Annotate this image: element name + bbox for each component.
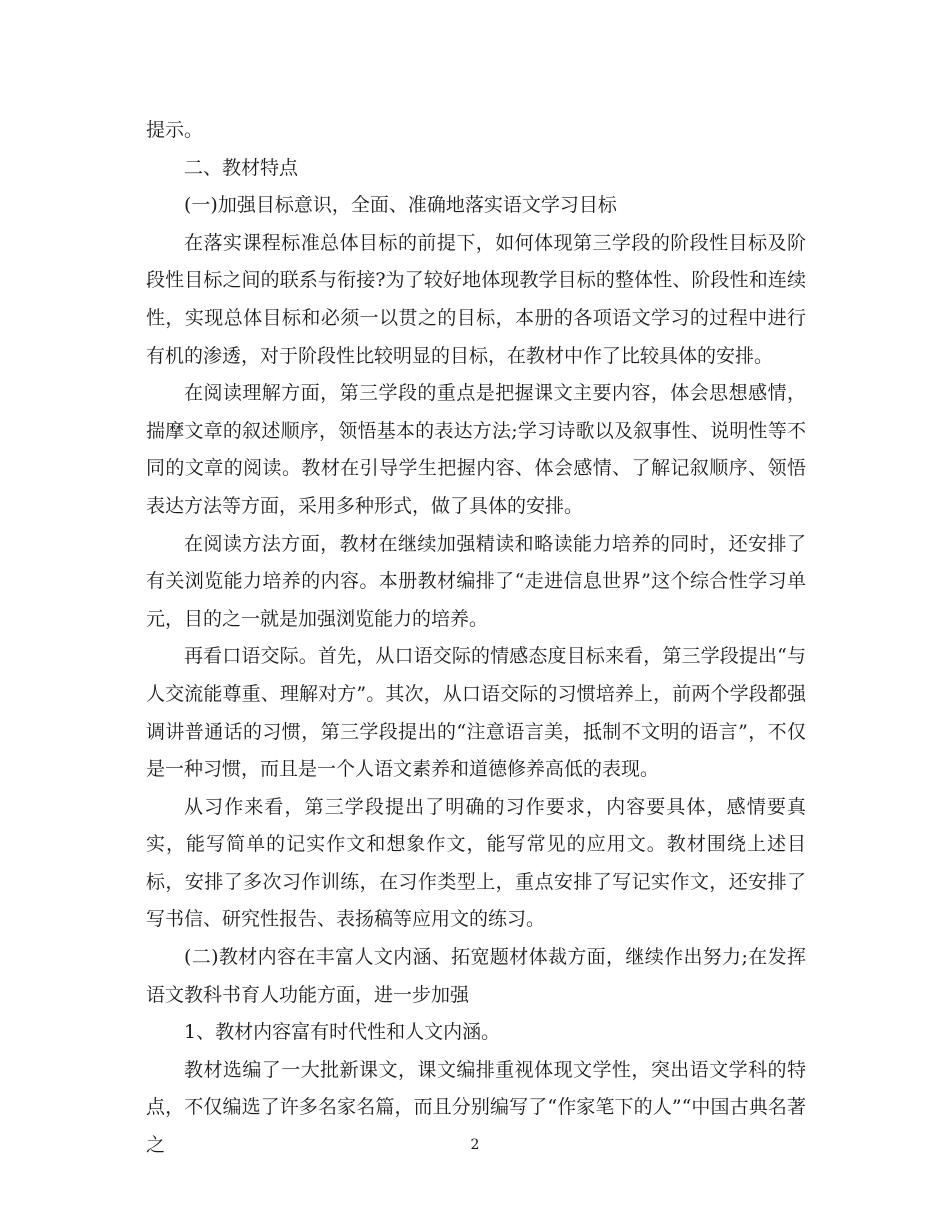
paragraph: 教材选编了一大批新课文，课文编排重视体现文学性，突出语文学科的特点，不仅编选了许多名家名篇，而且分别编写了“作家笔下的人”“中国古典名著之 [146, 1058, 806, 1157]
paragraph: 在阅读方法方面，教材在继续加强精读和略读能力培养的同时，还安排了有关浏览能力培养的内容。本册教材编排了“走进信息世界”这个综合性学习单元，目的之一就是加强浏览能力的培养。 [146, 532, 806, 630]
page-number: 2 [470, 1137, 480, 1153]
body-text [146, 112, 806, 1165]
subsection-heading: (二)教材内容在丰富人文内涵、拓宽题材体裁方面，继续作出努力;在发挥语文教科书育人功能方面，进一步加强 [146, 946, 806, 1006]
numbered-item: 1、教材内容富有时代性和人文内涵。 [184, 1021, 501, 1044]
paragraph: 在阅读理解方面，第三学段的重点是把握课文主要内容，体会思想感情，揣摩文章的叙述顺序，领悟基本的表达方法;学习诗歌以及叙事性、说明性等不同的文章的阅读。教材在引导学生把握内容、体会感情、了解记叙顺序、领悟表达方法等方面，采用多种形式，做了具体的安排。 [146, 382, 806, 517]
paragraph: 提示。 [146, 119, 204, 141]
paragraph: 再看口语交际。首先，从口语交际的情感态度目标来看，第三学段提出“与人交流能尊重、理解对方”。其次，从口语交际的习惯培养上，前两个学段都强调讲普通话的习惯，第三学段提出的“注意语言美，抵制不文明的语言”，不仅是一种习惯，而且是一个人语文素养和道德修养高低的表现。 [146, 645, 806, 781]
paragraph: 在落实课程标准总体目标的前提下，如何体现第三学段的阶段性目标及阶段性目标之间的联系与衔接?为了较好地体现教学目标的整体性、阶段性和连续性，实现总体目标和必须一以贯之的目标，本册的各项语文学习的过程中进行有机的渗透，对于阶段性比较明显的目标，在教材中作了比较具体的安排。 [146, 231, 806, 367]
section-heading: 二、教材特点 [184, 156, 299, 179]
subsection-heading: (一)加强目标意识，全面、准确地落实语文学习目标 [184, 194, 617, 217]
paragraph: 从习作来看，第三学段提出了明确的习作要求，内容要具体，感情要真实，能写简单的记实作文和想象作文，能写常见的应用文。教材围绕上述目标，安排了多次习作训练，在习作类型上，重点安排了写记实作文，还安排了写书信、研究性报告、表扬稿等应用文的练习。 [146, 795, 806, 931]
